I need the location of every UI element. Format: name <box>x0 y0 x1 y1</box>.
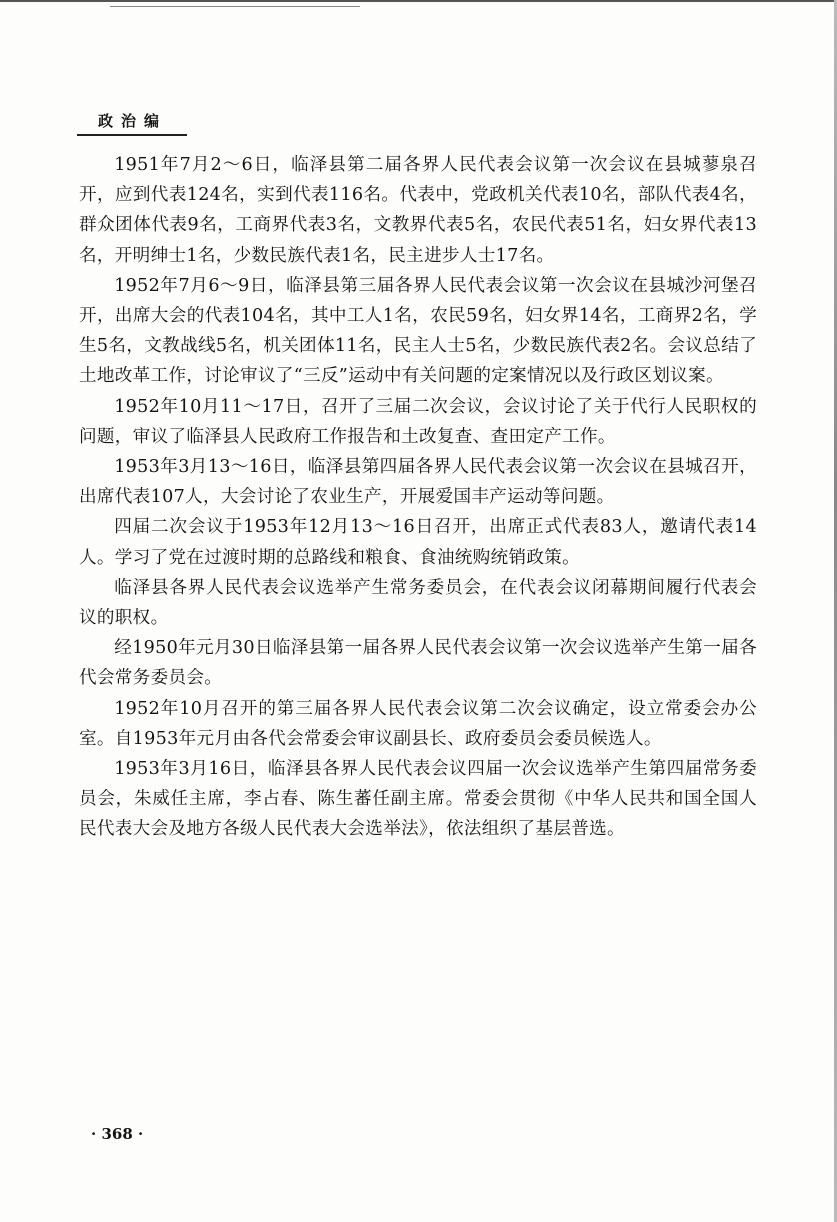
paragraph: 1951年7月2～6日，临泽县第二届各界人民代表会议第一次会议在县城蓼泉召开，应到代表124名，实到代表116名。代表中，党政机关代表10名，部队代表4名，群众团体代表9名，工商界代表3名，文教界代表5名，农民代表51名，妇女界代表13名，开明绅士1名，少数民族代表1名，民主进步人士17名。 <box>79 155 757 266</box>
scan-top-mark <box>110 6 360 7</box>
paragraph: 临泽县各界人民代表会议选举产生常务委员会，在代表会议闭幕期间履行代表会议的职权。 <box>79 577 757 629</box>
scan-top-border <box>0 0 837 2</box>
paragraph: 1952年7月6～9日，临泽县第三届各界人民代表会议第一次会议在县城沙河堡召开，出席大会的代表104名，其中工人1名，农民59名，妇女界14名，工商界2名，学生5名，文教战线5名，机关团体11名，民主人士5名，少数民族代表2名。会议总结了土地改革工作，讨论审议了“三反”运动中有关问题的定案情况以及行政区划议案。 <box>79 275 757 387</box>
body-text <box>79 150 757 845</box>
page-number: · 368 · <box>91 1125 144 1143</box>
paragraph: 1952年10月11～17日，召开了三届二次会议，会议讨论了关于代行人民职权的问题，审议了临泽县人民政府工作报告和土改复查、查田定产工作。 <box>79 396 757 447</box>
paragraph: 经1950年元月30日临泽县第一届各界人民代表会议第一次会议选举产生第一届各代会常务委员会。 <box>79 638 757 689</box>
paragraph: 1953年3月16日，临泽县各界人民代表会议四届一次会议选举产生第四届常务委员会，朱威任主席，李占春、陈生蕃任副主席。常委会贯彻《中华人民共和国全国人民代表大会及地方各级人民代表大会选举法》，依法组织了基层普选。 <box>79 759 757 840</box>
paragraph: 1952年10月召开的第三届各界人民代表会议第二次会议确定，设立常委会办公室。自1953年元月由各代会常委会审议副县长、政府委员会委员候选人。 <box>79 698 757 749</box>
section-title: 政治编 <box>98 112 168 130</box>
paragraph: 四届二次会议于1953年12月13～16日召开，出席正式代表83人，邀请代表14人。学习了党在过渡时期的总路线和粮食、食油统购统销政策。 <box>79 517 757 568</box>
header-rule <box>77 134 187 136</box>
paragraph: 1953年3月13～16日，临泽县第四届各界人民代表会议第一次会议在县城召开，出席代表107人，大会讨论了农业生产，开展爱国丰产运动等问题。 <box>79 457 757 508</box>
